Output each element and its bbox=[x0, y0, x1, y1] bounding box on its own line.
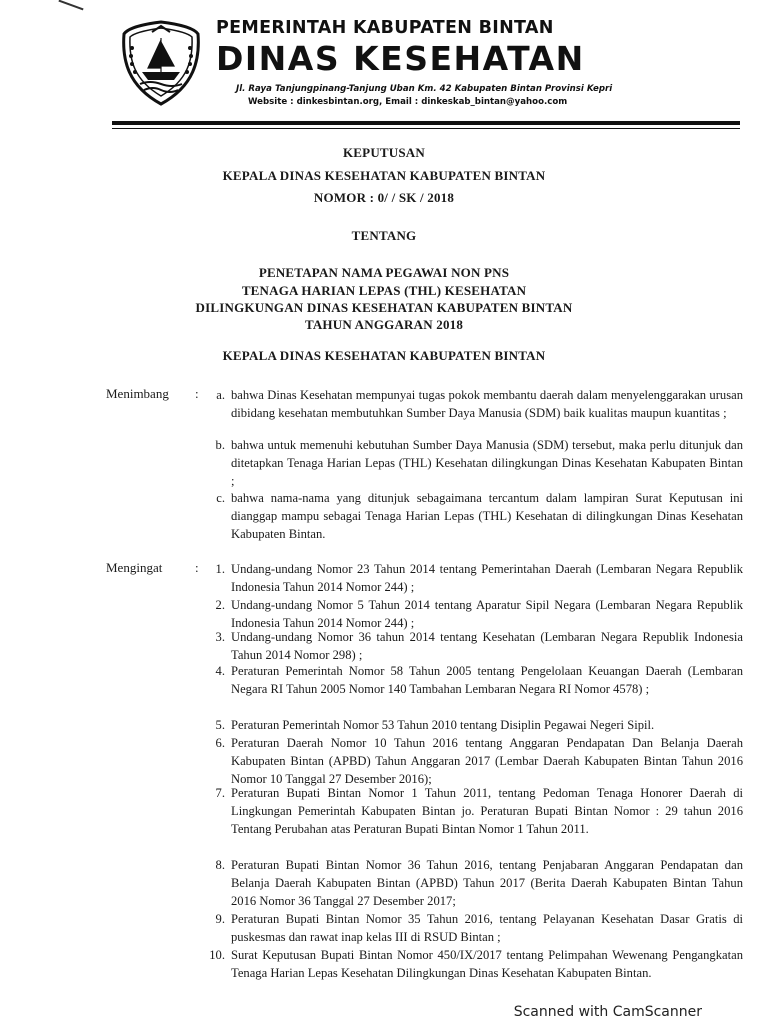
decree-about: TENTANG bbox=[351, 228, 417, 243]
item-marker: c. bbox=[216, 491, 225, 505]
scan-mark bbox=[58, 0, 83, 10]
scanner-watermark: Scanned with CamScanner bbox=[513, 1004, 702, 1020]
decree-title-line: DILINGKUNGAN DINAS KESEHATAN KABUPATEN BINTAN bbox=[195, 300, 573, 315]
item-text: Peraturan Pemerintah Nomor 53 Tahun 2010 tentang Disiplin Pegawai Negeri Sipil. bbox=[231, 718, 655, 732]
menimbang-colon: : bbox=[195, 386, 199, 401]
decree-heading: KEPUTUSAN bbox=[343, 145, 425, 160]
item-text: Peraturan Bupati Bintan Nomor 1 Tahun 2011, tentang Pedoman Tenaga Honorer Daerah di Lingkungan Pemerintah Kabupaten Bintan jo. Peraturan Bupati Bintan Nomor : 29 tahun 2016 Tentang Perubahan atas Peraturan Bupati Bintan Nomor 1 Tahun 2011. bbox=[231, 786, 743, 836]
decree-number: NOMOR : 0/ / SK / 2018 bbox=[313, 190, 455, 205]
decree-title-line: PENETAPAN NAMA PEGAWAI NON PNS bbox=[258, 265, 510, 280]
letterhead-rule-thick bbox=[112, 121, 740, 125]
decree-title-line: TENAGA HARIAN LEPAS (THL) KESEHATAN bbox=[241, 283, 527, 298]
item-text: Peraturan Pemerintah Nomor 58 Tahun 2005 tentang Pengelolaan Keuangan Daerah (Lembaran Negara RI Tahun 2005 Nomor 140 Tambahan Lembaran Negara RI Nomor 4578) ; bbox=[231, 664, 743, 696]
item-marker: 10. bbox=[209, 948, 225, 962]
item-text: bahwa untuk memenuhi kebutuhan Sumber Daya Manusia (SDM) tersebut, maka perlu ditunjuk dan ditetapkan Tenaga Harian Lepas (THL) Kesehatan dilingkungan Dinas Kesehatan Kabupaten Bintan ; bbox=[231, 438, 743, 488]
bintan-regency-emblem-icon bbox=[120, 20, 202, 106]
decree-issuer: KEPALA DINAS KESEHATAN KABUPATEN BINTAN bbox=[222, 168, 546, 183]
item-marker: 6. bbox=[215, 736, 225, 750]
menimbang-label: Menimbang bbox=[106, 386, 169, 401]
item-marker: 5. bbox=[215, 718, 225, 732]
item-marker: 8. bbox=[215, 858, 225, 872]
item-text: Undang-undang Nomor 23 Tahun 2014 tentang Pemerintahan Daerah (Lembaran Negara Republik Indonesia Tahun 2014 Nomor 244) ; bbox=[231, 562, 743, 594]
letterhead-contact: Website : dinkesbintan.org, Email : dinkeskab_bintan@yahoo.com bbox=[248, 97, 568, 107]
item-text: bahwa Dinas Kesehatan mempunyai tugas pokok membantu daerah dalam menyelenggarakan urusan dibidang kesehatan membutuhkan Sumber Daya Manusia (SDM) baik kualitas maupun kuantitas ; bbox=[231, 388, 743, 420]
item-marker: 3. bbox=[215, 630, 225, 644]
letterhead-government: PEMERINTAH KABUPATEN BINTAN bbox=[216, 18, 554, 38]
decree-title-line: TAHUN ANGGARAN 2018 bbox=[304, 317, 464, 332]
letterhead-department: DINAS KESEHATAN bbox=[216, 39, 585, 78]
item-text: Peraturan Bupati Bintan Nomor 36 Tahun 2016, tentang Penjabaran Anggaran Pendapatan dan Belanja Daerah Kabupaten Bintan (APBD) Tahun 2017 (Berita Daerah Kabupaten Bintan Tahun 2016 Nomor 36 Tanggal 27 Desember 2017; bbox=[231, 858, 743, 908]
item-marker: b. bbox=[215, 438, 225, 452]
mengingat-label: Mengingat bbox=[106, 560, 163, 575]
item-marker: 2. bbox=[215, 598, 225, 612]
letterhead-address: Jl. Raya Tanjungpinang-Tanjung Uban Km. 42 Kabupaten Bintan Provinsi Kepri bbox=[236, 84, 613, 94]
item-marker: 7. bbox=[215, 786, 225, 800]
letterhead-rule-thin bbox=[112, 128, 740, 129]
item-marker: 4. bbox=[215, 664, 225, 678]
item-text: bahwa nama-nama yang ditunjuk sebagaimana tercantum dalam lampiran Surat Keputusan ini dianggap mampu sebagai Tenaga Harian Lepas (THL) Kesehatan di dilingkungan Dinas Kesehatan Kabupaten Bintan. bbox=[231, 491, 743, 541]
item-text: Peraturan Daerah Nomor 10 Tahun 2016 tentang Anggaran Pendapatan Dan Belanja Daerah Kabupaten Bintan (APBD) Tahun Anggaran 2017 (Lembar Daerah Kabupaten Bintan Tahun 2016 Nomor 10 Tanggal 27 Desember 2016); bbox=[231, 736, 743, 786]
item-text: Peraturan Bupati Bintan Nomor 35 Tahun 2016, tentang Pelayanan Kesehatan Dasar Gratis di puskesmas dan rawat inap kelas III di RSUD Bintan ; bbox=[231, 912, 743, 944]
decree-signatory: KEPALA DINAS KESEHATAN KABUPATEN BINTAN bbox=[222, 348, 546, 363]
item-marker: a. bbox=[216, 388, 225, 402]
item-marker: 9. bbox=[215, 912, 225, 926]
item-text: Undang-undang Nomor 5 Tahun 2014 tentang Aparatur Sipil Negara (Lembaran Negara Republik Indonesia Tahun 2014 Nomor 244) ; bbox=[231, 598, 743, 630]
mengingat-colon: : bbox=[195, 560, 199, 575]
item-text: Undang-undang Nomor 36 tahun 2014 tentang Kesehatan (Lembaran Negara Republik Indonesia Tahun 2014 Nomor 298) ; bbox=[231, 630, 743, 662]
item-marker: 1. bbox=[215, 562, 225, 576]
item-text: Surat Keputusan Bupati Bintan Nomor 450/IX/2017 tentang Pelimpahan Wewenang Pengangkatan Tenaga Harian Lepas Kesehatan Dilingkungan Dinas Kesehatan Kabupaten Bintan. bbox=[231, 948, 743, 980]
